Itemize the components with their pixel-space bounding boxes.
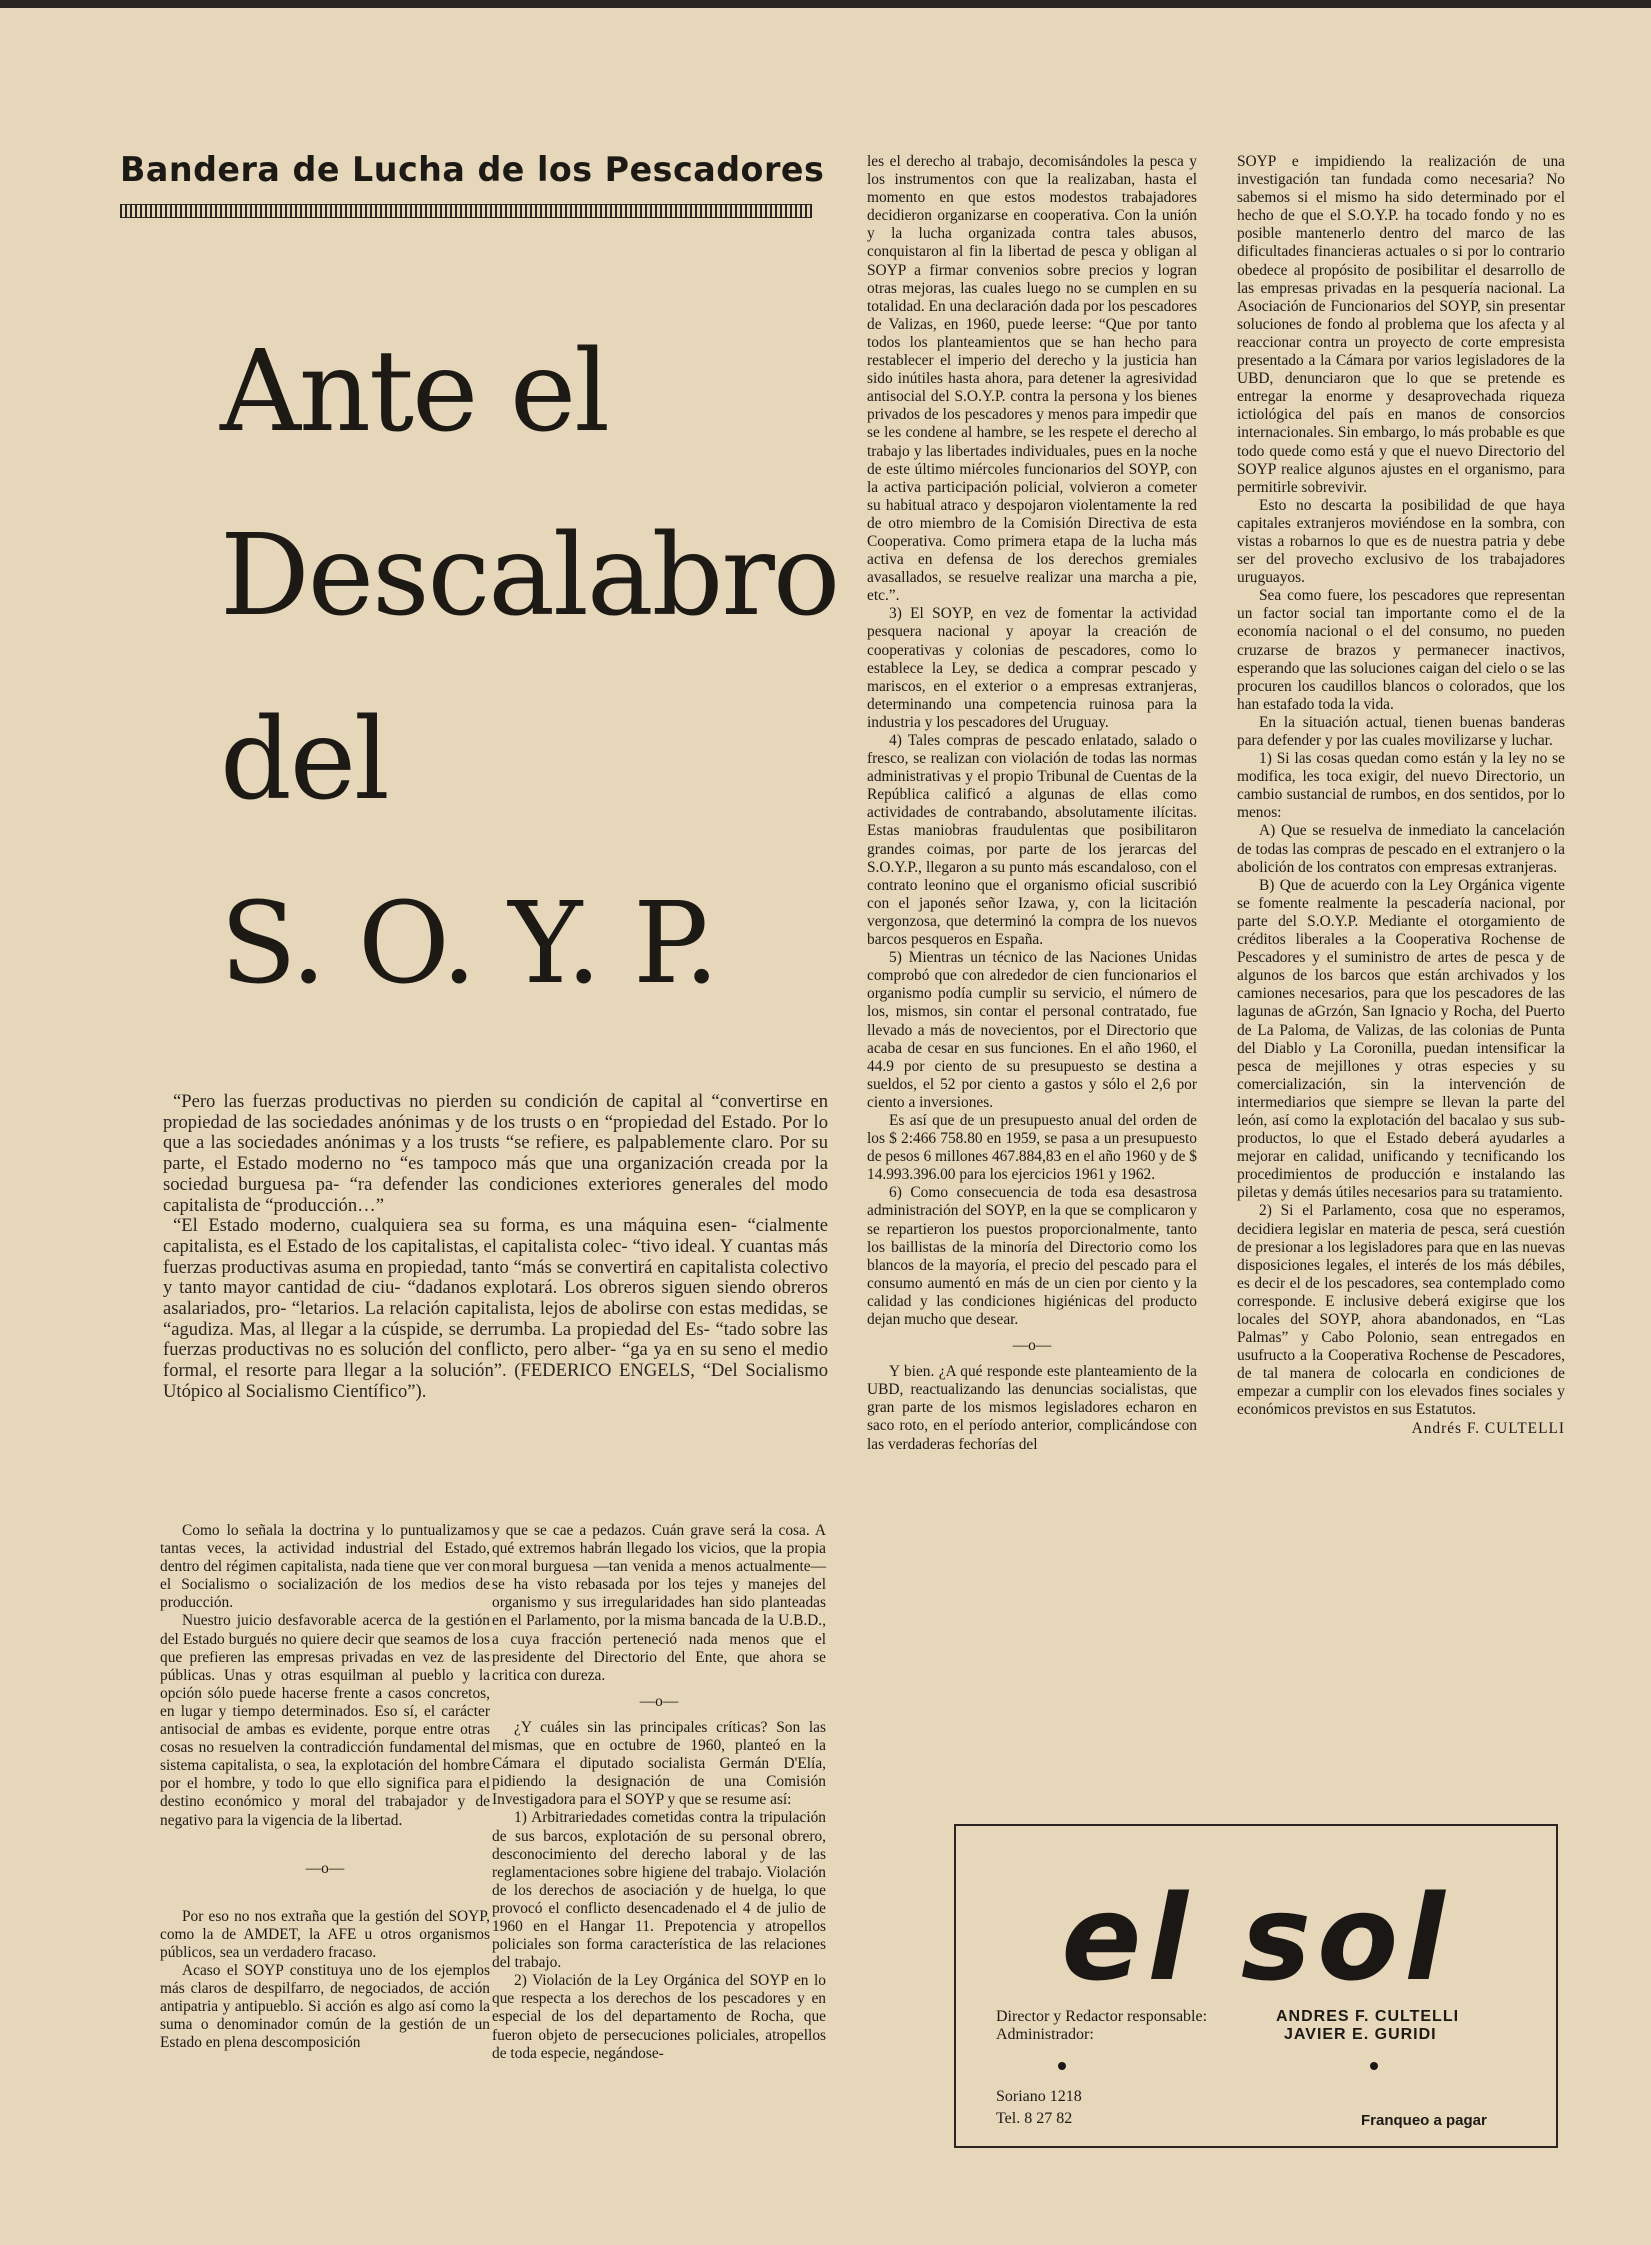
quote-paragraph: “El Estado moderno, cualquiera sea su forma, es una máquina esen- “cialmente capitalista, es el Estado de los capitalistas, el capitalista colec- “tivo ideal. Y cuantas más fuerzas productivas asuma en propiedad, tanto “más se convertirá en capitalista colectivo y tanto mayor cantidad de ciu- “dadanos explotará. Los obreros siguen siendo obreros asalariados, pro- “letarios. La relación capitalista, lejos de abolirse con estas medidas, se “agudiza. Mas, al llegar a la cúspide, se derrumba. La propiedad del Es- “tado sobre las fuerzas productivas no es solución del conflicto, pero alber- “ga ya en su seno el medio formal, el resorte para llegar a la solución”. (FEDERICO ENGELS, “Del Socialismo Utópico al Socialismo Científico”). [163,1215,828,1402]
page-top-border [0,0,1651,8]
bullet-dot [1058,2062,1066,2070]
kicker-rule [120,204,812,218]
paragraph: Es así que de un presupuesto anual del orden de los $ 2:466 758.80 en 1959, se pasa a un presupuesto de pesos 6 millones 467.884,83 en el año 1960 y de $ 14.993.396.00 para los ejercicios 1961 y 1962. [867,1111,1197,1184]
masthead-logo: el sol [1061,1869,1451,2007]
paragraph: 1) Si las cosas quedan como están y la ley no se modifica, les toca exigir, del nuevo Directorio, un cambio sustancial de rumbos, en dos sentidos, por lo menos: [1237,750,1565,822]
admin-label: Administrador: [996,2026,1094,2043]
headline-line: S. O. Y. P. [220,879,718,1009]
paragraph: 6) Como consecuencia de toda esa desastrosa administración del SOYP, en la que se complicaron y se repartieron los puestos proporcionalmente, tanto los baillistas de la minoría del Directorio como los blancos de la mayoría, el precio del pescado para el consumo aumentó en más de un cien por ciento y la calidad y las condiciones higiénicas del producto dejan mucho que desear. [867,1184,1197,1328]
author-signature: Andrés F. CULTELLI [1411,1419,1565,1437]
phone: Tel. 8 27 82 [996,2110,1073,2127]
address: Soriano 1218 [996,2088,1082,2105]
paragraph: B) Que de acuerdo con la Ley Orgánica vigente se fomente realmente la pescadería nacional, por parte del S.O.Y.P. Mediante el otorgamiento de créditos liberales a la Cooperativa Rochense de Pescadores y el suministro de artes de pesca y de algunos de los barcos que están archivados y los camiones necesarios, para que los pescadores de las lagunas de aGrzón, San Ignacio y Rocha, del Puerto de La Paloma, de Valizas, de las colonias de Punta del Diablo y La Coronilla, puedan intensificar la pesca de mejillones y otras especies y su comercialización, sin la intervención de intermediarios que siempre se llevan la parte del león, así como la explotación del bacalao y sus sub-productos, lo que el Estado deberá ayudarles a mejorar en calidad, unificando y tecnificando los procedimientos de producción e instalando las piletas y demás útiles necesarios para su tratamiento. [1237,876,1565,1202]
engels-quote [163,1092,828,1403]
section-separator: —o— [639,1692,679,1710]
masthead-box [954,1824,1558,2148]
headline-line: del [220,695,388,825]
postage-note: Franqueo a pagar [1361,2112,1487,2129]
paragraph: A) Que se resuelva de inmediato la cancelación de todas las compras de pescado en el extranjero o la abolición de los contratos con empresas extranjeras. [1237,822,1565,876]
paragraph: 3) El SOYP, en vez de fomentar la actividad pesquera nacional y apoyar la creación de cooperativas y colonias de pescadores, como lo establece la Ley, se dedica a comprar pescado y mariscos, en el exterior o a empresas extranjeras, determinando una competencia ruinosa para la industria y los pescadores del Uruguay. [867,605,1197,731]
paragraph: ¿Y cuáles sin las principales críticas? Son las mismas, que en octubre de 1960, planteó en la Cámara el diputado socialista Germán D'Elía, pidiendo la designación de una Comisión Investigadora para el SOYP y que se resume así: [492,1718,826,1809]
paragraph: Como lo señala la doctrina y lo puntualizamos tantas veces, la actividad industrial del Estado, dentro del régimen capitalista, nada tiene que ver con el Socialismo o socialización de los medios de producción. [160,1522,490,1612]
paragraph: les el derecho al trabajo, decomisándoles la pesca y los instrumentos con que la realizaban, hasta el momento en que estos modestos trabajadores decidieron organizarse en cooperativa. Con la unión y la lucha organizada contra tales abusos, conquistaron al fin la libertad de pesca y obligan al SOYP a firmar convenios sobre precios y logran otras mejoras, las cuales luego no se cumplen en su totalidad. En una declaración dada por los pescadores de Valizas, en 1960, puede leerse: “Que por tanto todos los planteamientos que se han hecho para restablecer el imperio del derecho y la justicia han sido inútiles hasta ahora, para detener la agresividad antisocial del S.O.Y.P. contra la persona y los bienes privados de los pescadores y menos para impedir que se les condene al hambre, se les respete el derecho al trabajo y las libertades individuales, pues en la noche de este último miércoles funcionarios del SOYP, con la activa participación policial, volvieron a cometer su habitual atraco y despojaron violentamente la red de otro miembro de la Comisión Directiva de esta Cooperativa. Como primera etapa de la lucha más activa en defensa de los derechos gremiales avasallados, se resuelve realizar una marcha a pie, etc.”. [867,153,1197,605]
paragraph: Esto no descarta la posibilidad de que haya capitales extranjeros moviéndose en la sombra, con vistas a robarnos lo que es de nuestra patria y debe ser del provecho exclusivo de los trabajadores uruguayos. [1237,496,1565,587]
quote-paragraph: “Pero las fuerzas productivas no pierden su condición de capital al “convertirse en propiedad de las sociedades anónimas y de los trusts o en “propiedad del Estado. Por lo que a las sociedades anónimas y a los trusts “se refiere, es palpablemente claro. Por su parte, el Estado moderno no “es tampoco más que una organización creada por la sociedad burguesa pa- “ra defender las condiciones exteriores generales del modo capitalista de “producción…” [163,1091,828,1216]
paragraph: Sea como fuere, los pescadores que representan un factor social tan importante como el de la economía nacional o el del consumo, no pueden cruzarse de brazos y permanecer inactivos, esperando que las soluciones caigan del cielo o se las procuren los caudillos blancos o colorados, que los han estafado toda la vida. [1237,587,1565,713]
admin-name: JAVIER E. GURIDI [1284,2026,1437,2043]
paragraph: 2) Violación de la Ley Orgánica del SOYP en lo que respecta a los derechos de los pescadores y en especial de los del departamento de Rocha, que fueron objeto de persecuciones policiales, atropellos de toda especie, negándose- [492,1972,826,2062]
article-column-1 [160,1522,490,2052]
paragraph: Por eso no nos extraña que la gestión del SOYP, como la de AMDET, la AFE u otros organismos públicos, sea un verdadero fracaso. [160,1907,490,1961]
paragraph: Nuestro juicio desfavorable acerca de la gestión del Estado burgués no quiere decir que seamos de los que prefieren las empresas privadas en vez de las públicas. Unas y otras esquilman al pueblo y la opción sólo puede hacerse frente a casos concretos, en lugar y tiempo determinados. Eso sí, el carácter antisocial de ambas es evidente, porque entre otras cosas no resuelven la contradicción fundamental del sistema capitalista, o sea, la explotación del hombre por el hombre, y todo lo que ello significa para el destino económico y moral del trabajador y de negativo para la vigencia de la libertad. [160,1612,490,1829]
bullet-dot [1370,2062,1378,2070]
section-separator: —o— [1012,1337,1052,1355]
section-separator: —o— [305,1859,345,1877]
director-name: ANDRES F. CULTELLI [1276,2008,1460,2025]
paragraph: 1) Arbitrariedades cometidas contra la tripulación de sus barcos, explotación de su personal obrero, desconocimiento del derecho laboral y de las reglamentaciones sobre higiene del trabajo. Violación de los derechos de asociación y de huelga, lo que provocó el conflicto desencadenado el 4 de julio de 1960 en el Hangar 11. Prepotencia y atropellos policiales son forma característica de las relaciones del trabajo. [492,1809,826,1972]
paragraph: 2) Si el Parlamento, cosa que no esperamos, decidiera legislar en materia de pesca, será cuestión de presionar a los legisladores para que en las nuevas disposiciones legales, el interés de los más débiles, es decir el de los pescadores, sea contemplado como corresponde. E inclusive deberá exigirse que los locales del SOYP, ahora abandonados, en “Las Palmas” y Cabo Polonio, sean entregados en usufructo a la Cooperativa Rochense de Pescadores, de tal manera de colocarla en condiciones de empezar a cumplir con los elevados fines sociales y económicos previstos en sus Estatutos. [1237,1202,1565,1419]
paragraph: y que se cae a pedazos. Cuán grave será la cosa. A qué extremos habrán llegado los vicios, que la propia moral burguesa —tan venida a menos actualmente— se ha visto rebasada por los tejes y manejes del organismo y sus irregularidades han sido planteadas en el Parlamento, por la misma bancada de la U.B.D., a cuya fracción perteneció nada menos que el presidente del Directorio del Ente, que ahora se critica con dureza. [492,1522,826,1684]
paragraph: 4) Tales compras de pescado enlatado, salado o fresco, se realizan con violación de todas las normas administrativas y el propio Tribunal de Cuentas de la República calificó a algunas de ellas como actividades de contrabando, absolutamente ilícitas. Estas maniobras fraudulentas que posibilitaron grandes coimas, por parte de los jerarcas del S.O.Y.P., llegaron a su punto más escandaloso, con el contrato leonino que el organismo oficial suscribió con el japonés señor Izawa, y, con la licitación vergonzosa, que determinó la compra de los nuevos barcos pesqueros en España. [867,732,1197,949]
paragraph: Y bien. ¿A qué responde este planteamiento de la UBD, reactualizando las denuncias socialistas, que gran parte de los mismos legisladores echaron en saco roto, en el período anterior, complicándose con las verdaderas fechorías del [867,1363,1197,1453]
paragraph: SOYP e impidiendo la realización de una investigación tan fundada como necesaria? No sabemos si el mismo ha sido determinado por el hecho de que el S.O.Y.P. ha tocado fondo y no es posible mantenerlo dentro del marco de las dificultades financieras actuales o si por lo contrario obedece al propósito de posibilitar el desarrollo de las empresas privadas en la pesquería nacional. La Asociación de Funcionarios del SOYP, sin presentar soluciones de fondo al problema que los afecta y al reaccionar contra un proyecto de corte empresista presentado a la Cámara por varios legisladores de la UBD, denunciaron que lo que se pretende es entregar la enorme y desaprovechada riqueza ictiológica del país en manos de consorcios internacionales. Sin embargo, lo más probable es que todo quede como está y que el nuevo Directorio del SOYP realice algunos ajustes en el organismo, para permitirle sobrevivir. [1237,153,1565,496]
paragraph: Acaso el SOYP constituya uno de los ejemplos más claros de despilfarro, de negociados, de acción antipatria y antipueblo. Si acción es algo así como la suma o denominador común de la gestión de un Estado en plena descomposición [160,1961,490,2052]
article-column-2 [492,1522,826,2063]
headline-line: Ante el [220,327,609,457]
headline-line: Descalabro [220,511,839,641]
paragraph: 5) Mientras un técnico de las Naciones Unidas comprobó que con alrededor de cien funcionarios el organismo podía cumplir su servicio, el número de los, mismos, sin contar el personal contratado, fue llevado a más de novecientos, por el Directorio que acaba de cesar en sus funciones. En el año 1960, el 44.9 por ciento de su presupuesto se destina a sueldos, el 52 por ciento a gastos y sólo el 2,6 por ciento a inversiones. [867,949,1197,1111]
paragraph: En la situación actual, tienen buenas banderas para defender y por las cuales movilizarse y luchar. [1237,713,1565,749]
main-headline [220,300,839,1036]
kicker-headline: Bandera de Lucha de los Pescadores [120,150,825,190]
article-column-4 [1237,153,1565,1438]
director-label: Director y Redactor responsable: [996,2008,1208,2025]
article-column-3 [867,153,1197,1454]
